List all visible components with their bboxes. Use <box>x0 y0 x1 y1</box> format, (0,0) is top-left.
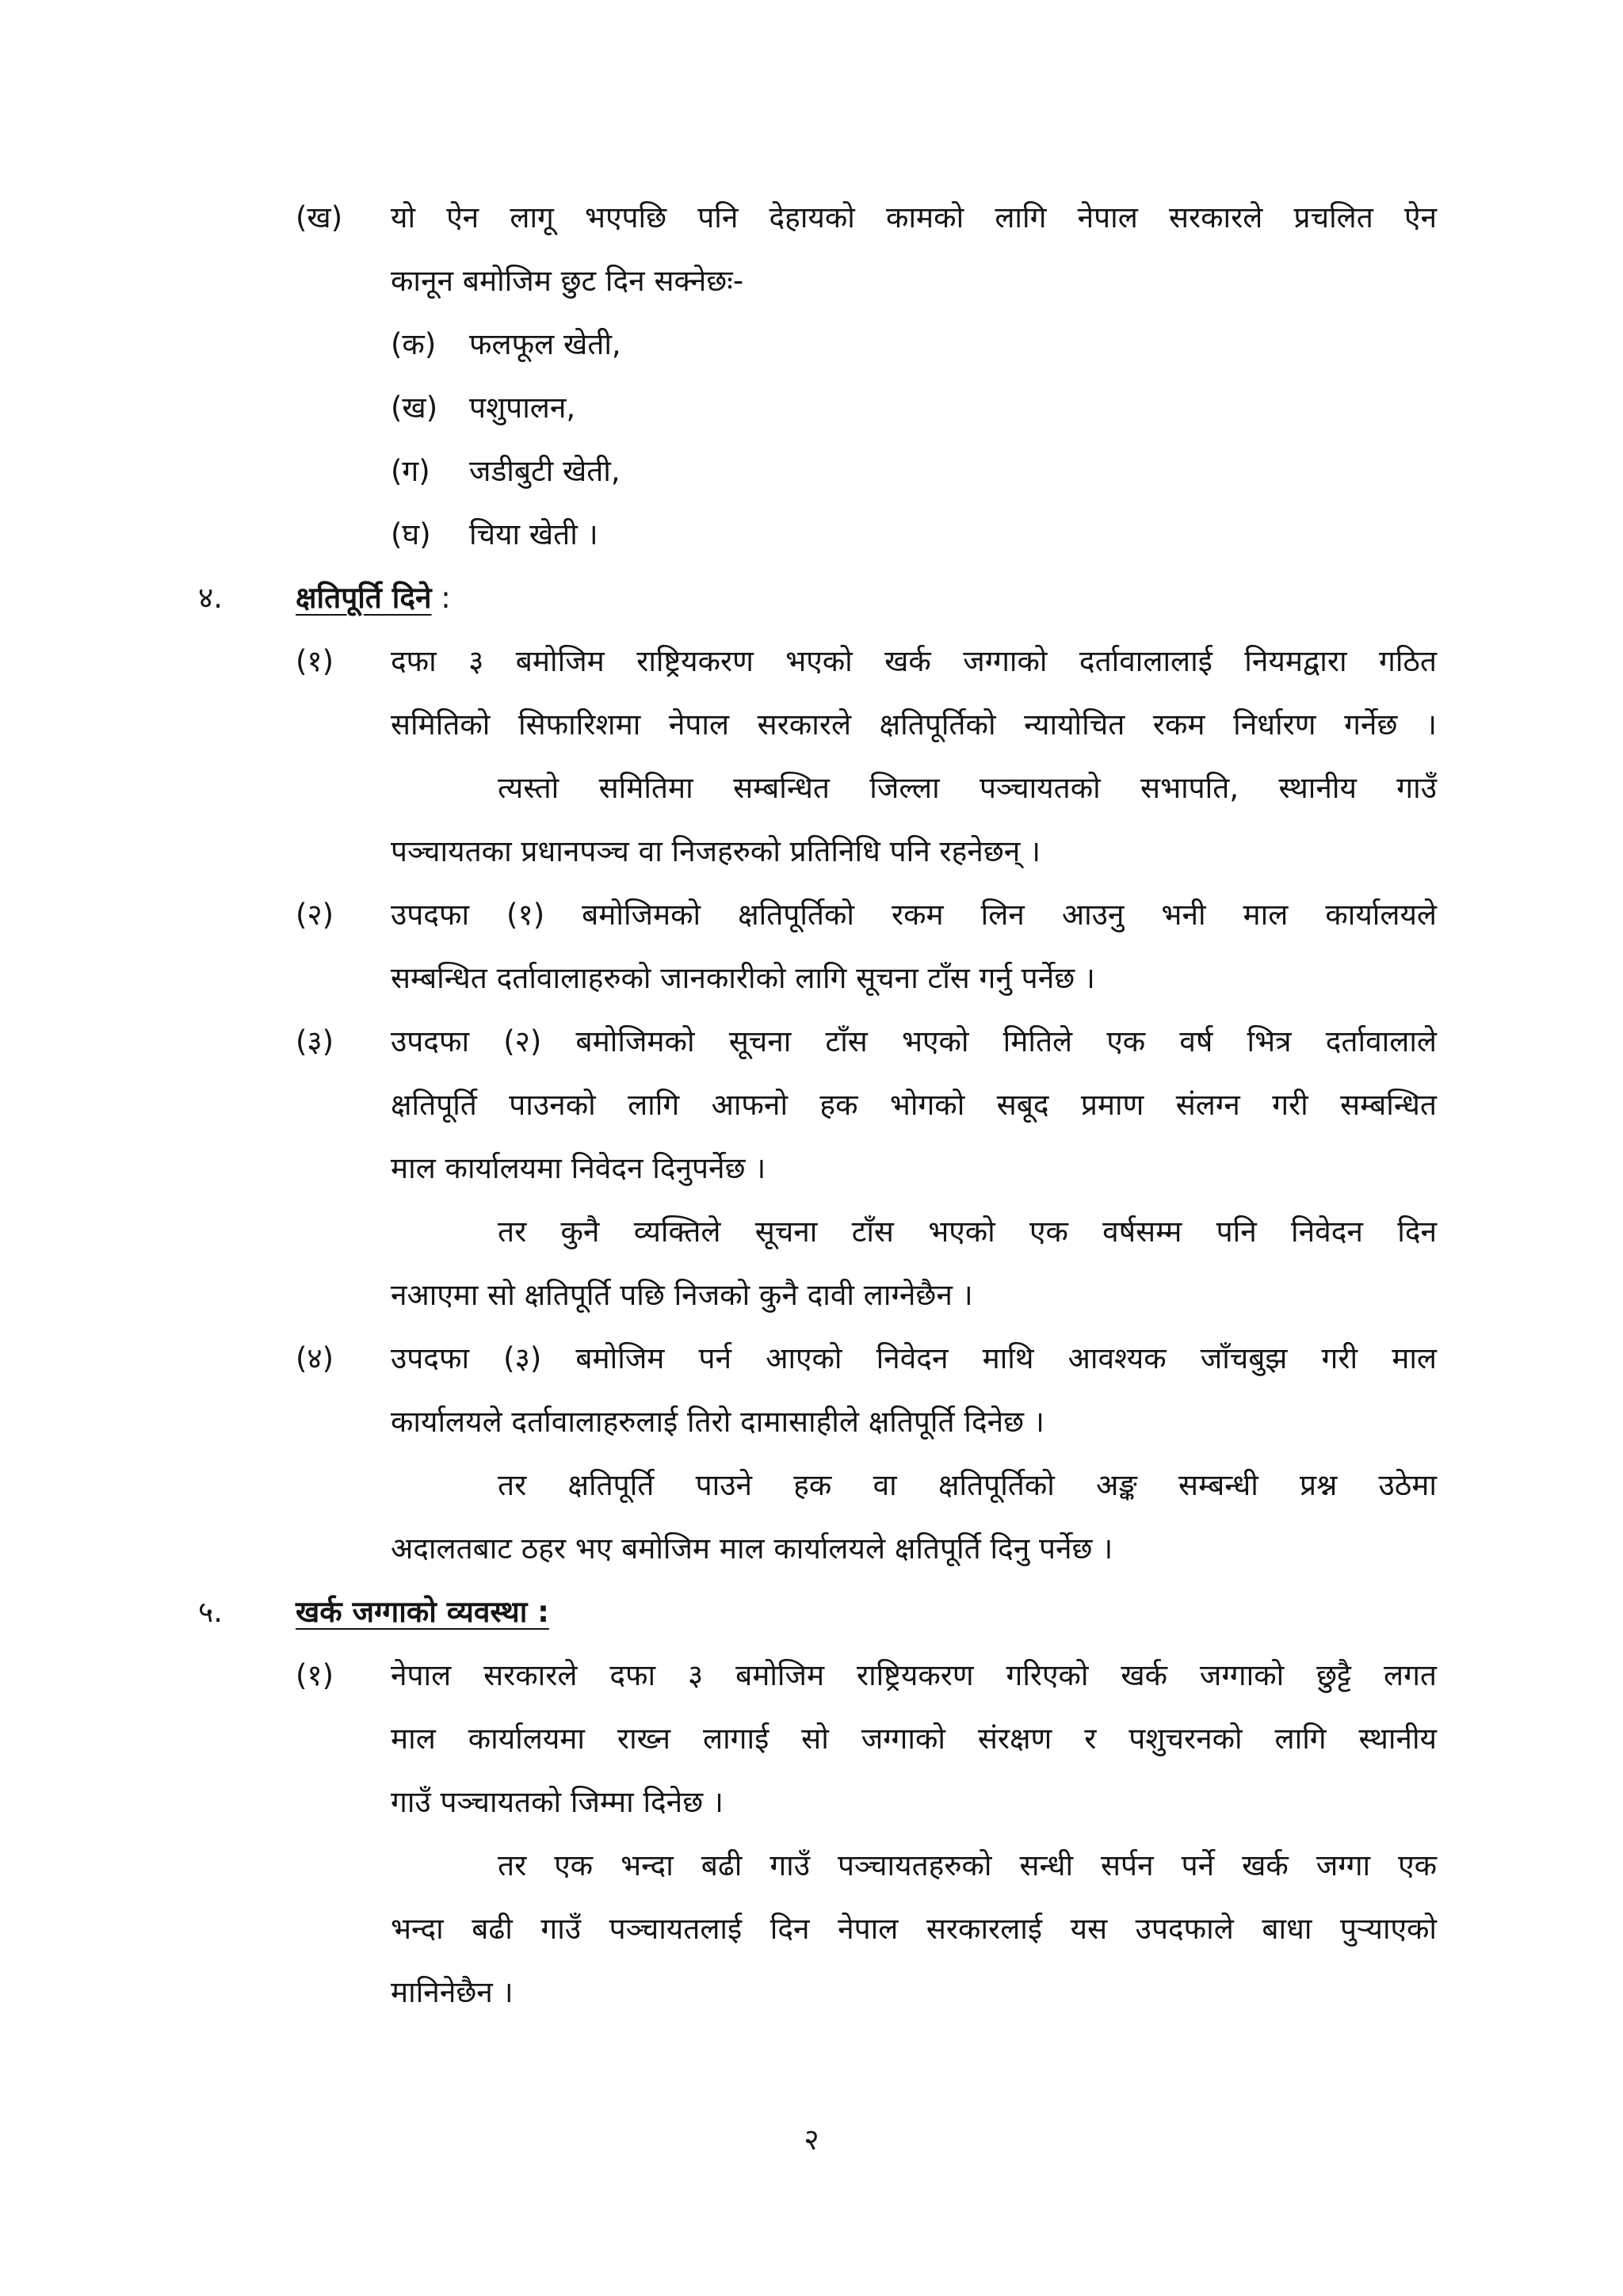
subsection-line: क्षतिपूर्ति पाउनको लागि आफनो हक भोगको सबूद प्रमाण संलग्न गरी सम्बन्धित <box>391 1088 1437 1122</box>
subsection-number: (१) <box>296 644 334 678</box>
proviso-line: भन्दा बढी गाउँ पञ्चायतलाई दिन नेपाल सरकारलाई यस उपदफाले बाधा पुऱ्याएको <box>391 1912 1437 1946</box>
subsection-number: (३) <box>296 1024 334 1058</box>
item-number: (ख) <box>391 391 438 425</box>
item-number: (क) <box>391 327 437 361</box>
subsection-line: गाउँ पञ्चायतको जिम्मा दिनेछ । <box>391 1785 724 1819</box>
item-number: (घ) <box>391 517 431 551</box>
clause-line: कानून बमोजिम छुट दिन सक्नेछः- <box>391 264 744 298</box>
section-title: क्षतिपूर्ति दिने <box>296 581 432 615</box>
section-heading <box>296 578 451 618</box>
section-number: ५. <box>198 1595 223 1629</box>
subsection-line: उपदफा (१) बमोजिमको क्षतिपूर्तिको रकम लिन आउनु भनी माल कार्यालयले <box>391 898 1437 932</box>
section-heading <box>296 1592 549 1632</box>
subsection-line: समितिको सिफारिशमा नेपाल सरकारले क्षतिपूर्तिको न्यायोचित रकम निर्धारण गर्नेछ । <box>391 707 1437 742</box>
proviso-line: अदालतबाट ठहर भए बमोजिम माल कार्यालयले क्षतिपूर्ति दिनु पर्नेछ । <box>391 1531 1113 1566</box>
subsection-line: दफा ३ बमोजिम राष्ट्रियकरण भएको खर्क जग्गाको दर्तावालालाई नियमद्वारा गठित <box>391 644 1437 678</box>
proviso-line: पञ्चायतका प्रधानपञ्च वा निजहरुको प्रतिनिधि पनि रहनेछन् । <box>391 834 1041 868</box>
proviso-line: तर क्षतिपूर्ति पाउने हक वा क्षतिपूर्तिको अङ्क सम्बन्धी प्रश्न उठेमा <box>498 1468 1437 1502</box>
subsection-line: उपदफा (२) बमोजिमको सूचना टाँस भएको मितिले एक वर्ष भित्र दर्तावालाले <box>391 1024 1437 1058</box>
subsection-number: (२) <box>296 898 334 932</box>
proviso-line: तर कुनै व्यक्तिले सूचना टाँस भएको एक वर्षसम्म पनि निवेदन दिन <box>498 1215 1437 1249</box>
subsection-line: उपदफा (३) बमोजिम पर्न आएको निवेदन माथि आवश्यक जाँचबुझ गरी माल <box>391 1341 1437 1375</box>
subsection-number: (१) <box>296 1658 334 1692</box>
item-number: (ग) <box>391 454 430 488</box>
section-number: ४. <box>198 581 223 615</box>
item-text: फलफूल खेती, <box>469 327 621 361</box>
item-text: पशुपालन, <box>469 391 576 425</box>
item-text: चिया खेती । <box>469 517 598 551</box>
proviso-line: तर एक भन्दा बढी गाउँ पञ्चायतहरुको सन्धी सर्पन पर्ने खर्क जग्गा एक <box>498 1848 1437 1882</box>
clause-number: (ख) <box>296 200 343 235</box>
subsection-line: कार्यालयले दर्तावालाहरुलाई तिरो दामासाहीले क्षतिपूर्ति दिनेछ । <box>391 1405 1044 1439</box>
proviso-line: नआएमा सो क्षतिपूर्ति पछि निजको कुनै दावी लाग्नेछैन । <box>391 1278 973 1312</box>
subsection-line: माल कार्यालयमा निवेदन दिनुपर्नेछ । <box>391 1151 766 1185</box>
section-title: खर्क जग्गाको व्यवस्था : <box>296 1595 549 1629</box>
subsection-line: सम्बन्धित दर्तावालाहरुको जानकारीको लागि सूचना टाँस गर्नु पर्नेछ । <box>391 961 1095 995</box>
page-number: २ <box>804 2122 819 2157</box>
subsection-line: माल कार्यालयमा राख्न लागाई सो जग्गाको संरक्षण र पशुचरनको लागि स्थानीय <box>391 1722 1437 1756</box>
proviso-line: त्यस्तो समितिमा सम्बन्धित जिल्ला पञ्चायतको सभापति, स्थानीय गाउँ <box>498 771 1437 805</box>
clause-line: यो ऐन लागू भएपछि पनि देहायको कामको लागि नेपाल सरकारले प्रचलित ऐन <box>391 200 1437 235</box>
item-text: जडीबुटी खेती, <box>469 454 621 488</box>
subsection-line: नेपाल सरकारले दफा ३ बमोजिम राष्ट्रियकरण गरिएको खर्क जग्गाको छुट्टै लगत <box>391 1658 1437 1692</box>
subsection-number: (४) <box>296 1341 334 1375</box>
proviso-line: मानिनेछैन । <box>391 1975 514 2009</box>
heading-colon: : <box>431 581 451 615</box>
